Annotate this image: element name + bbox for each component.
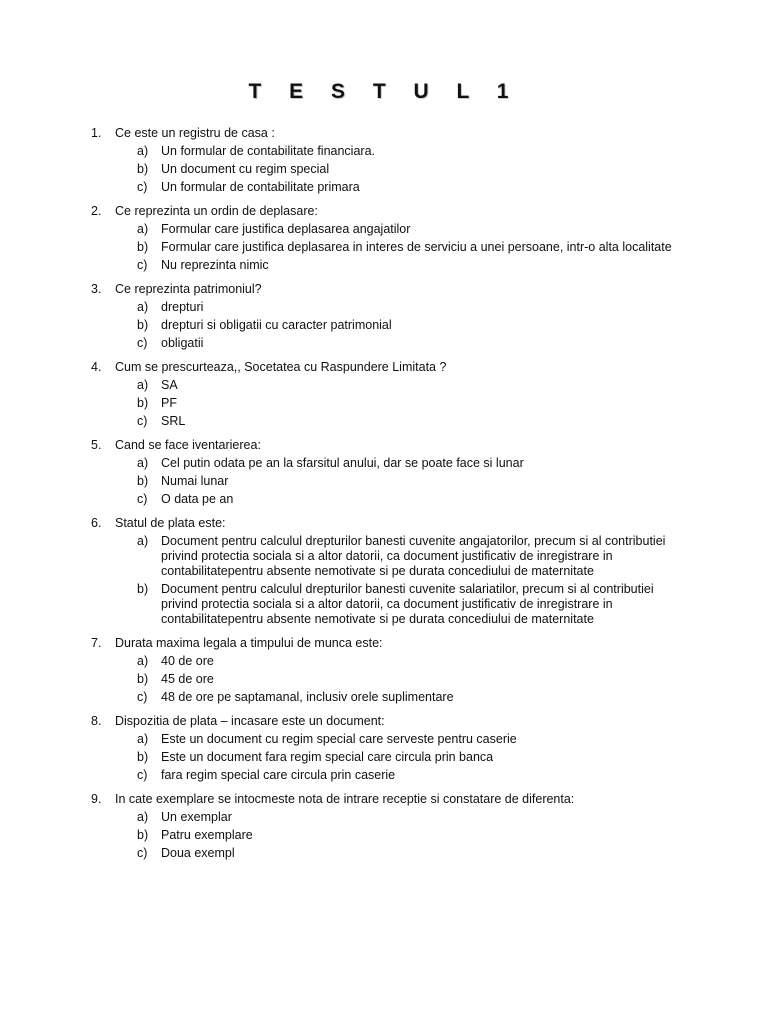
question-line — [91, 516, 691, 531]
answer-option — [137, 162, 691, 177]
answer-options — [137, 144, 691, 195]
option-letter: c) — [137, 180, 148, 194]
question-text: Statul de plata este: — [115, 516, 226, 530]
answer-option — [137, 534, 691, 579]
option-letter: a) — [137, 732, 149, 746]
answer-option — [137, 810, 691, 825]
page-title: T E S T U L 1 — [248, 80, 520, 103]
option-text: Un formular de contabilitate financiara. — [161, 144, 376, 158]
question-text: Ce este un registru de casa : — [115, 126, 275, 140]
option-text: Document pentru calculul drepturilor banesti cuvenite angajatorilor, precum si al contributiei privind protectia sociala si a altor datorii, ca document justificativ de inregistrare in contabilitatepentru absente nemotivate si pe durata concediului de maternitate — [161, 534, 666, 578]
option-letter: a) — [137, 378, 149, 392]
question-item — [91, 282, 691, 351]
answer-option — [137, 300, 691, 315]
option-letter: b) — [137, 474, 149, 488]
question-number: 5. — [91, 438, 102, 452]
question-number: 9. — [91, 792, 102, 806]
option-text: PF — [161, 396, 177, 410]
question-number: 7. — [91, 636, 102, 650]
question-item — [91, 516, 691, 627]
option-text: Cel putin odata pe an la sfarsitul anului, dar se poate face si lunar — [161, 456, 524, 470]
answer-option — [137, 690, 691, 705]
answer-options — [137, 732, 691, 783]
answer-options — [137, 810, 691, 861]
option-letter: a) — [137, 654, 149, 668]
answer-option — [137, 144, 691, 159]
question-item — [91, 126, 691, 195]
question-line — [91, 360, 691, 375]
option-text: SRL — [161, 414, 186, 428]
answer-option — [137, 474, 691, 489]
option-text: Este un document fara regim special care circula prin banca — [161, 750, 494, 764]
question-line — [91, 714, 691, 729]
question-text: Dispozitia de plata – incasare este un document: — [115, 714, 385, 728]
option-text: Formular care justifica deplasarea in interes de serviciu a unei persoane, intr-o alta localitate — [161, 240, 672, 254]
question-line — [91, 792, 691, 807]
option-letter: b) — [137, 582, 149, 596]
option-text: Un formular de contabilitate primara — [161, 180, 360, 194]
answer-option — [137, 456, 691, 471]
option-letter: a) — [137, 810, 149, 824]
answer-option — [137, 318, 691, 333]
question-item — [91, 360, 691, 429]
option-letter: a) — [137, 534, 149, 548]
answer-option — [137, 258, 691, 273]
question-number: 8. — [91, 714, 102, 728]
option-text: SA — [161, 378, 178, 392]
question-number: 6. — [91, 516, 102, 530]
option-letter: b) — [137, 396, 149, 410]
option-letter: c) — [137, 414, 148, 428]
question-text: Ce reprezinta un ordin de deplasare: — [115, 204, 318, 218]
question-number: 4. — [91, 360, 102, 374]
question-item — [91, 204, 691, 273]
answer-option — [137, 492, 691, 507]
option-letter: b) — [137, 828, 149, 842]
answer-option — [137, 396, 691, 411]
answer-option — [137, 414, 691, 429]
answer-option — [137, 582, 691, 627]
answer-options — [137, 222, 691, 273]
question-list — [91, 126, 691, 870]
question-line — [91, 438, 691, 453]
option-text: fara regim special care circula prin caserie — [161, 768, 396, 782]
answer-options — [137, 654, 691, 705]
question-number: 3. — [91, 282, 102, 296]
option-text: Un exemplar — [161, 810, 232, 824]
option-text: obligatii — [161, 336, 204, 350]
answer-options — [137, 456, 691, 507]
question-line — [91, 204, 691, 219]
answer-option — [137, 222, 691, 237]
question-item — [91, 636, 691, 705]
question-item — [91, 714, 691, 783]
answer-option — [137, 768, 691, 783]
option-letter: a) — [137, 222, 149, 236]
question-text: In cate exemplare se intocmeste nota de intrare receptie si constatare de diferenta: — [115, 792, 575, 806]
option-text: Numai lunar — [161, 474, 229, 488]
option-letter: a) — [137, 456, 149, 470]
option-text: 48 de ore pe saptamanal, inclusiv orele suplimentare — [161, 690, 454, 704]
option-letter: c) — [137, 336, 148, 350]
answer-option — [137, 336, 691, 351]
option-letter: b) — [137, 672, 149, 686]
answer-options — [137, 534, 691, 627]
answer-option — [137, 180, 691, 195]
option-letter: b) — [137, 162, 149, 176]
option-letter: a) — [137, 300, 149, 314]
option-letter: c) — [137, 846, 148, 860]
answer-option — [137, 378, 691, 393]
question-number: 1. — [91, 126, 102, 140]
option-text: O data pe an — [161, 492, 234, 506]
option-letter: b) — [137, 750, 149, 764]
question-text: Ce reprezinta patrimoniul? — [115, 282, 262, 296]
question-line — [91, 636, 691, 651]
option-text: Formular care justifica deplasarea angajatilor — [161, 222, 411, 236]
option-text: Nu reprezinta nimic — [161, 258, 269, 272]
question-line — [91, 126, 691, 141]
option-text: Document pentru calculul drepturilor banesti cuvenite salariatilor, precum si al contributiei privind protectia sociala si a altor datorii, ca document justificativ de inregistrare in contabilitatepentru absente nemotivate si pe durata concediului de maternitate — [161, 582, 654, 626]
question-text: Cand se face iventarierea: — [115, 438, 261, 452]
option-text: drepturi — [161, 300, 204, 314]
option-letter: b) — [137, 240, 149, 254]
answer-option — [137, 732, 691, 747]
question-text: Cum se prescurteaza,, Socetatea cu Raspundere Limitata ? — [115, 360, 447, 374]
option-text: Un document cu regim special — [161, 162, 330, 176]
answer-option — [137, 846, 691, 861]
option-text: Doua exempl — [161, 846, 235, 860]
option-letter: c) — [137, 492, 148, 506]
question-item — [91, 792, 691, 861]
answer-option — [137, 654, 691, 669]
question-item — [91, 438, 691, 507]
answer-options — [137, 300, 691, 351]
option-letter: b) — [137, 318, 149, 332]
answer-options — [137, 378, 691, 429]
option-text: 40 de ore — [161, 654, 214, 668]
answer-option — [137, 750, 691, 765]
question-number: 2. — [91, 204, 102, 218]
option-text: 45 de ore — [161, 672, 214, 686]
question-line — [91, 282, 691, 297]
option-letter: c) — [137, 258, 148, 272]
answer-option — [137, 828, 691, 843]
answer-option — [137, 240, 691, 255]
option-letter: c) — [137, 690, 148, 704]
option-text: drepturi si obligatii cu caracter patrimonial — [161, 318, 392, 332]
option-text: Este un document cu regim special care serveste pentru caserie — [161, 732, 517, 746]
option-letter: c) — [137, 768, 148, 782]
option-letter: a) — [137, 144, 149, 158]
question-text: Durata maxima legala a timpului de munca este: — [115, 636, 383, 650]
answer-option — [137, 672, 691, 687]
option-text: Patru exemplare — [161, 828, 253, 842]
